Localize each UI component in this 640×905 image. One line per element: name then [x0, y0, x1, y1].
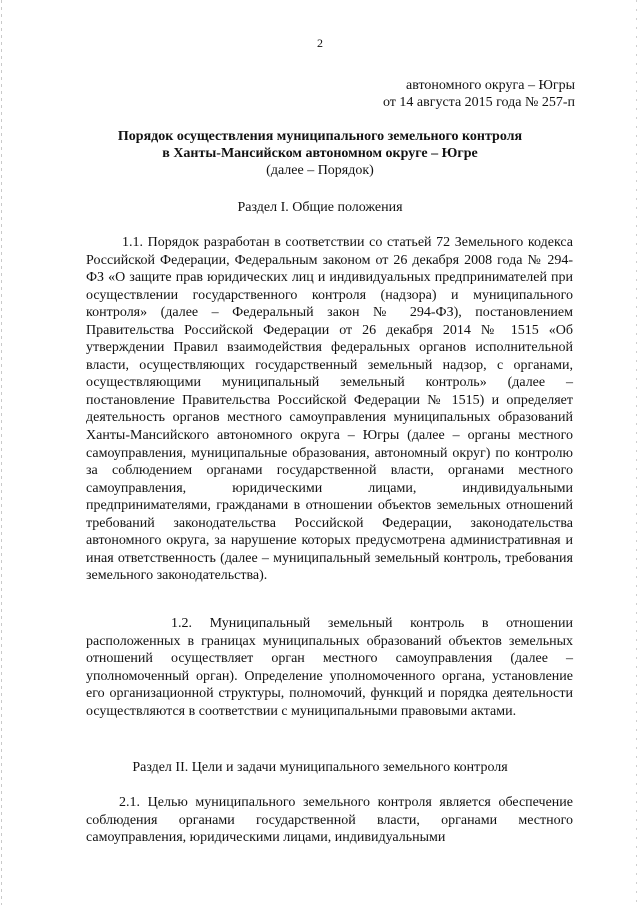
- title-line-1: Порядок осуществления муниципального земельного контроля: [117, 129, 523, 144]
- paragraph-1-1: 1.1. Порядок разработан в соответствии со статьей 72 Земельного кодекса Российской Федерации, Федеральным законом от 26 декабря 2008 года № 294-ФЗ «О защите прав юридических лиц и индивидуальных предпринимателей при осуществлении государственного контроля (надзора) и муниципального контроля» (далее – Федеральный закон № 294-ФЗ), постановлением Правительства Российской Федерации от 26 декабря 2014 № 1515 «Об утверждении Правил взаимодействия федеральных органов исполнительной власти, осуществляющих государственный земельный надзор, с органами, осуществляющими муниципальный земельный контроль» (далее – постановление Правительства Российской Федерации № 1515) и определяет деятельность органов местного самоуправления муниципальных образований Ханты-Мансийского автономного округа – Югры (далее – органы местного самоуправления, муниципальные образования, автономный округ) по контролю за соблюдением органами государственной власти, органами местного самоуправления, юридическими лицами, индивидуальными предпринимателями, гражданами в отношении объектов земельных отношений требований законодательства Российской Федерации, законодательства автономного округа, за нарушение которых предусмотрена административная и иная ответственность (далее – муниципальный земельный контроль, требования земельного законодательства).: [86, 235, 573, 584]
- reference-line-2: от 14 августа 2015 года № 257-п: [382, 95, 575, 110]
- section-heading-1: Раздел I. Общие положения: [237, 200, 403, 215]
- scan-edge-right: [636, 0, 637, 905]
- document-title: [70, 128, 570, 179]
- paragraph-2-1: 2.1. Целью муниципального земельного контроля является обеспечение соблюдения органами государственной власти, органами местного самоуправления, юридическими лицами, индивидуальными: [86, 795, 573, 846]
- title-line-2: в Ханты-Мансийском автономном округе – Югре: [162, 146, 478, 161]
- reference-line-1: автономного округа – Югры: [406, 78, 575, 93]
- page-number: 2: [317, 36, 323, 50]
- title-line-3: (далее – Порядок): [266, 163, 374, 178]
- section-heading-2: Раздел II. Цели и задачи муниципального земельного контроля: [132, 760, 508, 775]
- paragraph-1-2: 1.2. Муниципальный земельный контроль в отношении расположенных в границах муниципальных образований объектов земельных отношений осуществляет орган местного самоуправления (далее – уполномоченный орган). Определение уполномоченного органа, установление его организационной структуры, полномочий, функций и порядка деятельности осуществляются в соответствии с муниципальными правовыми актами.: [86, 616, 573, 719]
- scan-edge-left: [1, 0, 2, 905]
- document-reference: [383, 77, 575, 111]
